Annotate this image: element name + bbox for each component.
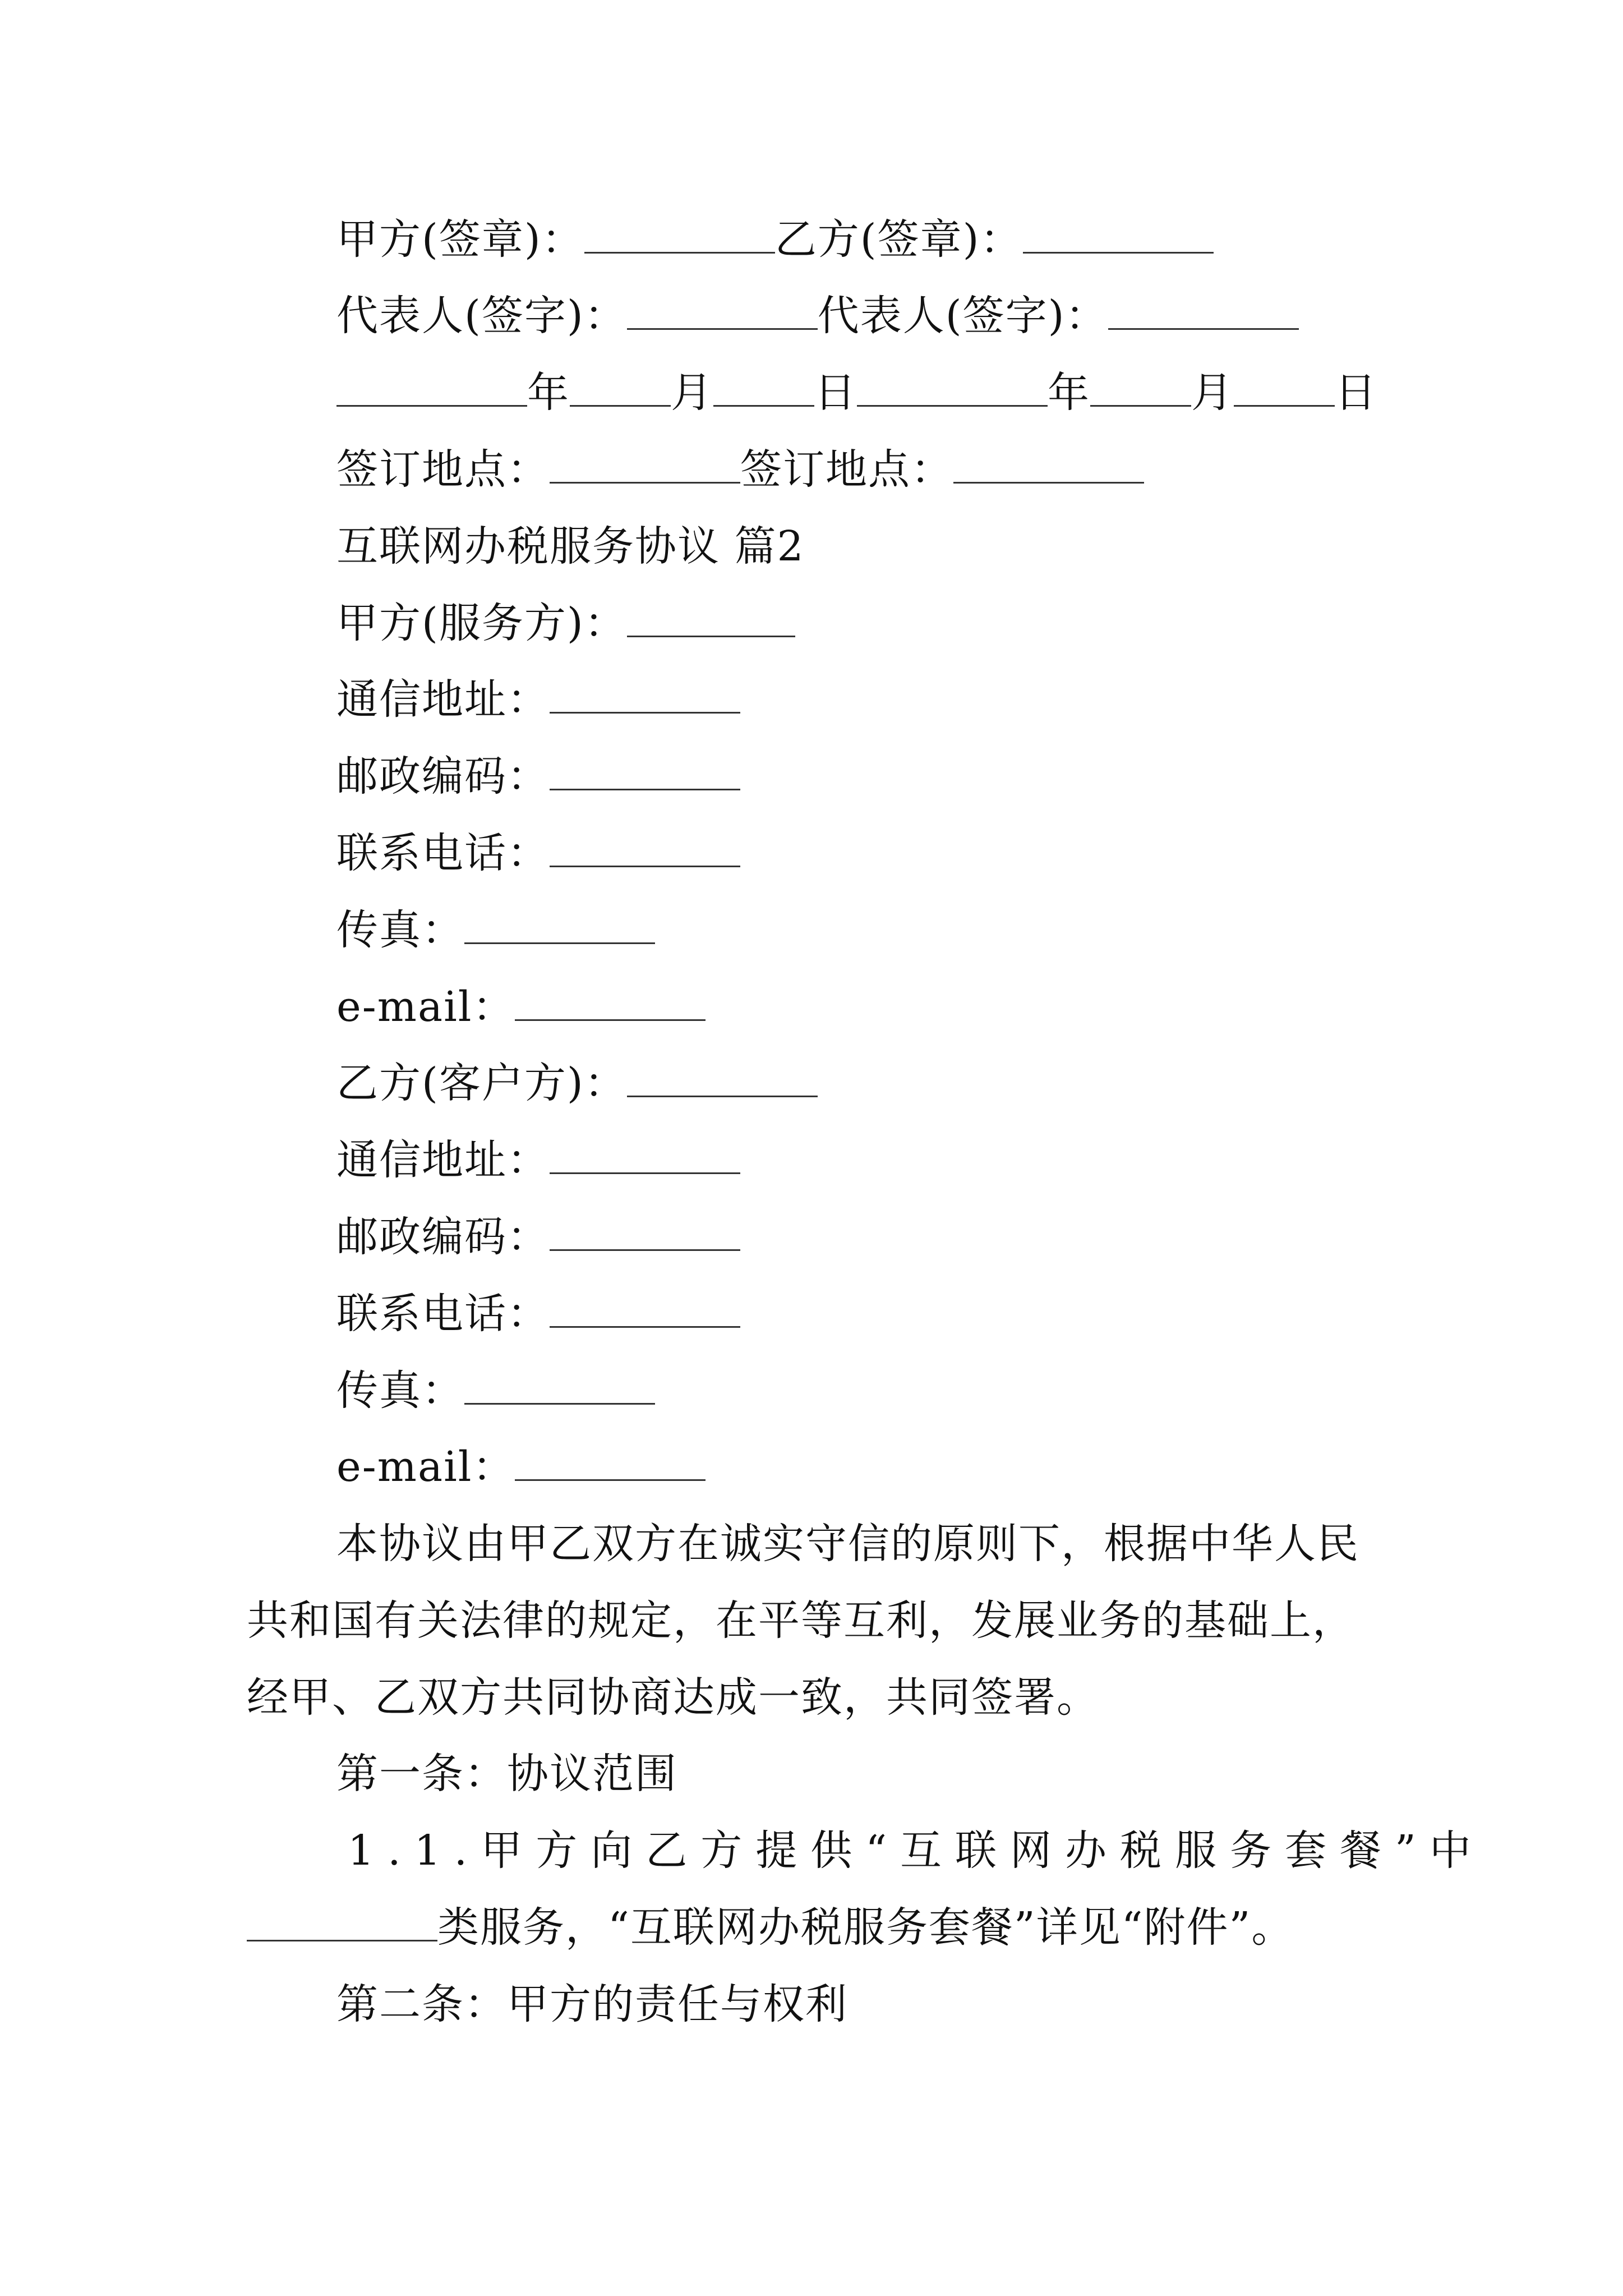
party-a-email-row bbox=[336, 982, 706, 1032]
intro-line-2: 共和国有关法律的规定，在平等互利，发展业务的基础上， bbox=[247, 1596, 1355, 1645]
clause-1-1-line-2-row bbox=[247, 1902, 1294, 1953]
party-a-email-blank bbox=[515, 983, 706, 1021]
year-b-label: 年 bbox=[1048, 369, 1090, 417]
month-a-blank bbox=[570, 369, 671, 407]
party-b-blank bbox=[627, 1060, 818, 1097]
party-a-address-row bbox=[336, 674, 740, 725]
signature-rep-row bbox=[336, 291, 1299, 341]
rep-a-blank bbox=[627, 292, 818, 330]
party-b-seal-label: 乙方(签章)： bbox=[774, 215, 1023, 264]
party-a-label: 甲方(服务方)： bbox=[336, 599, 627, 647]
party-a-fax-blank bbox=[464, 907, 655, 944]
party-b-row bbox=[336, 1058, 818, 1108]
year-b-blank bbox=[857, 369, 1048, 407]
party-a-address-blank bbox=[550, 676, 740, 714]
party-a-phone-label: 联系电话： bbox=[336, 829, 550, 877]
article-1-title: 第一条：协议范围 bbox=[336, 1750, 677, 1798]
party-b-label: 乙方(客户方)： bbox=[336, 1059, 627, 1107]
rep-a-label: 代表人(签字)： bbox=[336, 292, 627, 340]
party-b-phone-label: 联系电话： bbox=[336, 1290, 550, 1338]
day-b-label: 日 bbox=[1335, 369, 1377, 417]
month-b-label: 月 bbox=[1191, 369, 1234, 417]
party-b-address-blank bbox=[550, 1137, 740, 1174]
clause-1-1-line-2: 类服务，“互联网办税服务套餐”详见“附件”。 bbox=[437, 1903, 1294, 1952]
article-2-title: 第二条：甲方的责任与权利 bbox=[336, 1980, 848, 2028]
party-a-postcode-blank bbox=[550, 753, 740, 790]
party-b-postcode-row bbox=[336, 1212, 740, 1262]
place-a-label: 签订地点： bbox=[336, 445, 550, 494]
rep-b-blank bbox=[1108, 292, 1299, 330]
party-a-blank bbox=[627, 600, 795, 637]
party-a-postcode-row bbox=[336, 751, 740, 802]
day-a-blank bbox=[713, 369, 814, 407]
party-a-phone-blank bbox=[550, 830, 740, 867]
year-a-label: 年 bbox=[527, 369, 570, 417]
party-a-postcode-label: 邮政编码： bbox=[336, 752, 550, 800]
party-a-email-label: e-mail： bbox=[336, 983, 515, 1031]
rep-b-label: 代表人(签字)： bbox=[817, 292, 1108, 340]
place-a-blank bbox=[550, 446, 740, 484]
intro-line-1: 本协议由甲乙双方在诚实守信的原则下，根据中华人民 bbox=[336, 1520, 1359, 1568]
year-a-blank bbox=[336, 369, 527, 407]
place-b-blank bbox=[953, 446, 1144, 484]
clause-1-1-line-1: 1.1.甲方向乙方提供“互联网办税服务套餐”中 bbox=[348, 1826, 1484, 1875]
party-b-phone-row bbox=[336, 1289, 740, 1339]
party-b-postcode-blank bbox=[550, 1213, 740, 1251]
party-a-fax-label: 传真： bbox=[336, 906, 464, 954]
intro-line-3: 经甲、乙双方共同协商达成一致，共同签署。 bbox=[247, 1673, 1099, 1722]
party-b-email-blank bbox=[515, 1443, 706, 1481]
party-b-fax-blank bbox=[464, 1367, 655, 1405]
party-b-address-row bbox=[336, 1135, 740, 1185]
party-b-email-label: e-mail： bbox=[336, 1443, 515, 1491]
party-b-address-label: 通信地址： bbox=[336, 1136, 550, 1184]
signature-place-row bbox=[336, 444, 1144, 495]
month-b-blank bbox=[1090, 369, 1191, 407]
party-a-phone-row bbox=[336, 828, 740, 878]
party-b-fax-row bbox=[336, 1365, 655, 1416]
party-b-fax-label: 传真： bbox=[336, 1366, 464, 1415]
party-b-email-row bbox=[336, 1442, 706, 1492]
month-a-label: 月 bbox=[671, 369, 713, 417]
place-b-label: 签订地点： bbox=[740, 445, 953, 494]
day-b-blank bbox=[1234, 369, 1335, 407]
party-a-seal-label: 甲方(签章)： bbox=[336, 215, 584, 264]
party-a-fax-row bbox=[336, 905, 655, 955]
section-title: 互联网办税服务协议 篇2 bbox=[336, 522, 805, 570]
clause-1-1-blank bbox=[247, 1904, 437, 1941]
party-b-seal-blank bbox=[1023, 216, 1214, 254]
signature-seal-row bbox=[336, 214, 1214, 265]
day-a-label: 日 bbox=[814, 369, 857, 417]
party-a-address-label: 通信地址： bbox=[336, 675, 550, 724]
party-a-row bbox=[336, 598, 795, 648]
party-a-seal-blank bbox=[584, 216, 775, 254]
party-b-postcode-label: 邮政编码： bbox=[336, 1213, 550, 1261]
party-b-phone-blank bbox=[550, 1290, 740, 1328]
signature-date-row bbox=[336, 367, 1377, 418]
